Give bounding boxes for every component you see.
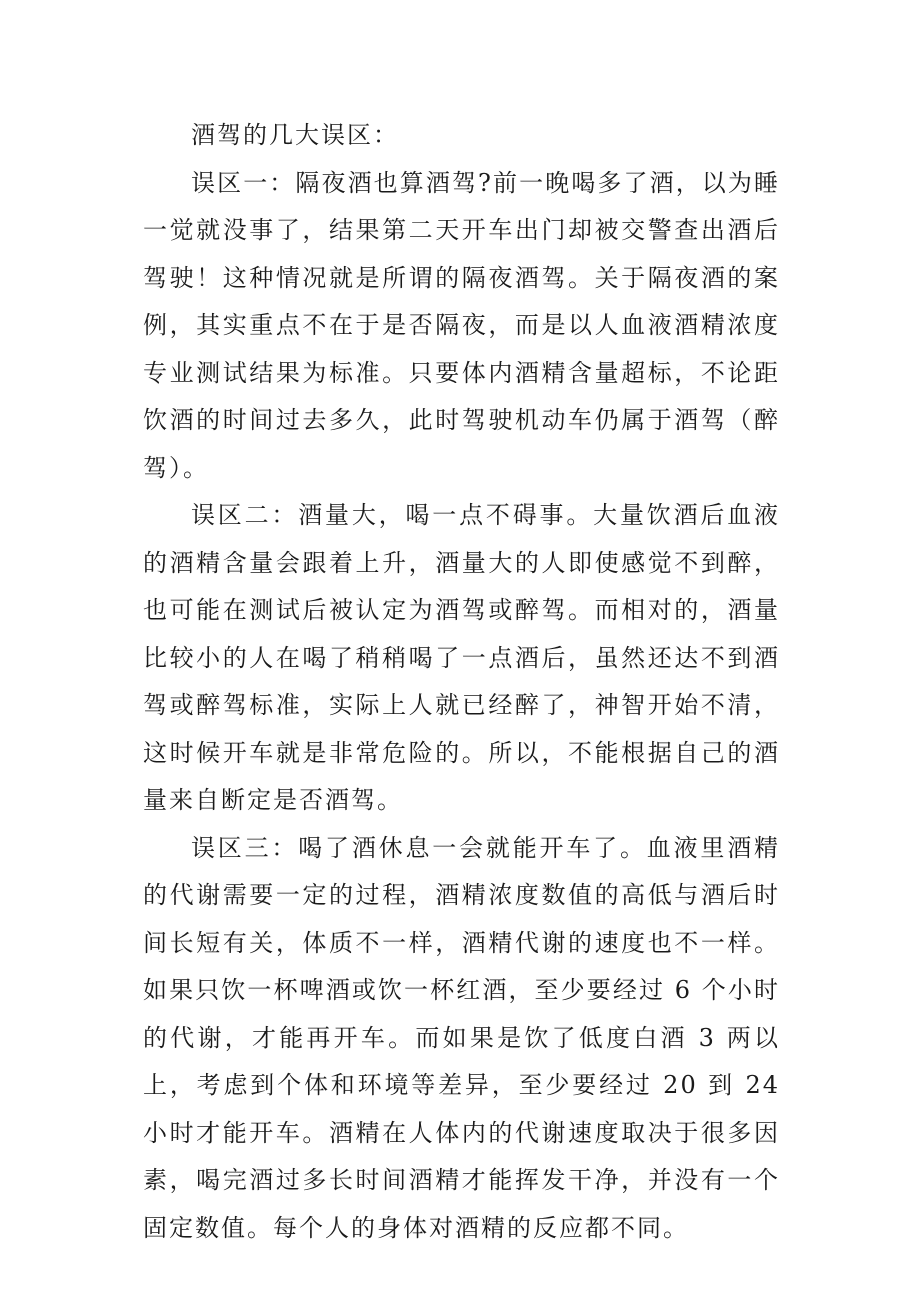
paragraph-misconception-1: 误区一：隔夜酒也算酒驾?前一晚喝多了酒，以为睡一觉就没事了，结果第二天开车出门却被交警查出酒后驾驶！这种情况就是所谓的隔夜酒驾。关于隔夜酒的案例，其实重点不在于是否隔夜，而是以人血液酒精浓度专业测试结果为标准。只要体内酒精含量超标，不论距饮酒的时间过去多久，此时驾驶机动车仍属于酒驾（醉驾）。 [143, 168, 780, 482]
paragraph-misconception-3: 误区三：喝了酒休息一会就能开车了。血液里酒精的代谢需要一定的过程，酒精浓度数值的高低与酒后时间长短有关，体质不一样，酒精代谢的速度也不一样。如果只饮一杯啤酒或饮一杯红酒，至少要经过 6 个小时的代谢，才能再开车。而如果是饮了低度白酒 3 两以上，考虑到个体和环境等差异，至少要经过 20 到 24 小时才能开车。酒精在人体内的代谢速度取决于很多因素，喝完酒过多长时间酒精才能挥发干净，并没有一个固定数值。每个人的身体对酒精的反应都不同。 [143, 833, 780, 1242]
paragraph-misconception-2: 误区二：酒量大，喝一点不碍事。大量饮酒后血液的酒精含量会跟着上升，酒量大的人即使感觉不到醉，也可能在测试后被认定为酒驾或醉驾。而相对的，酒量比较小的人在喝了稍稍喝了一点酒后，虽然还达不到酒驾或醉驾标准，实际上人就已经醉了，神智开始不清，这时候开车就是非常危险的。所以，不能根据自己的酒量来自断定是否酒驾。 [143, 501, 780, 814]
document-heading: 酒驾的几大误区： [191, 121, 399, 149]
